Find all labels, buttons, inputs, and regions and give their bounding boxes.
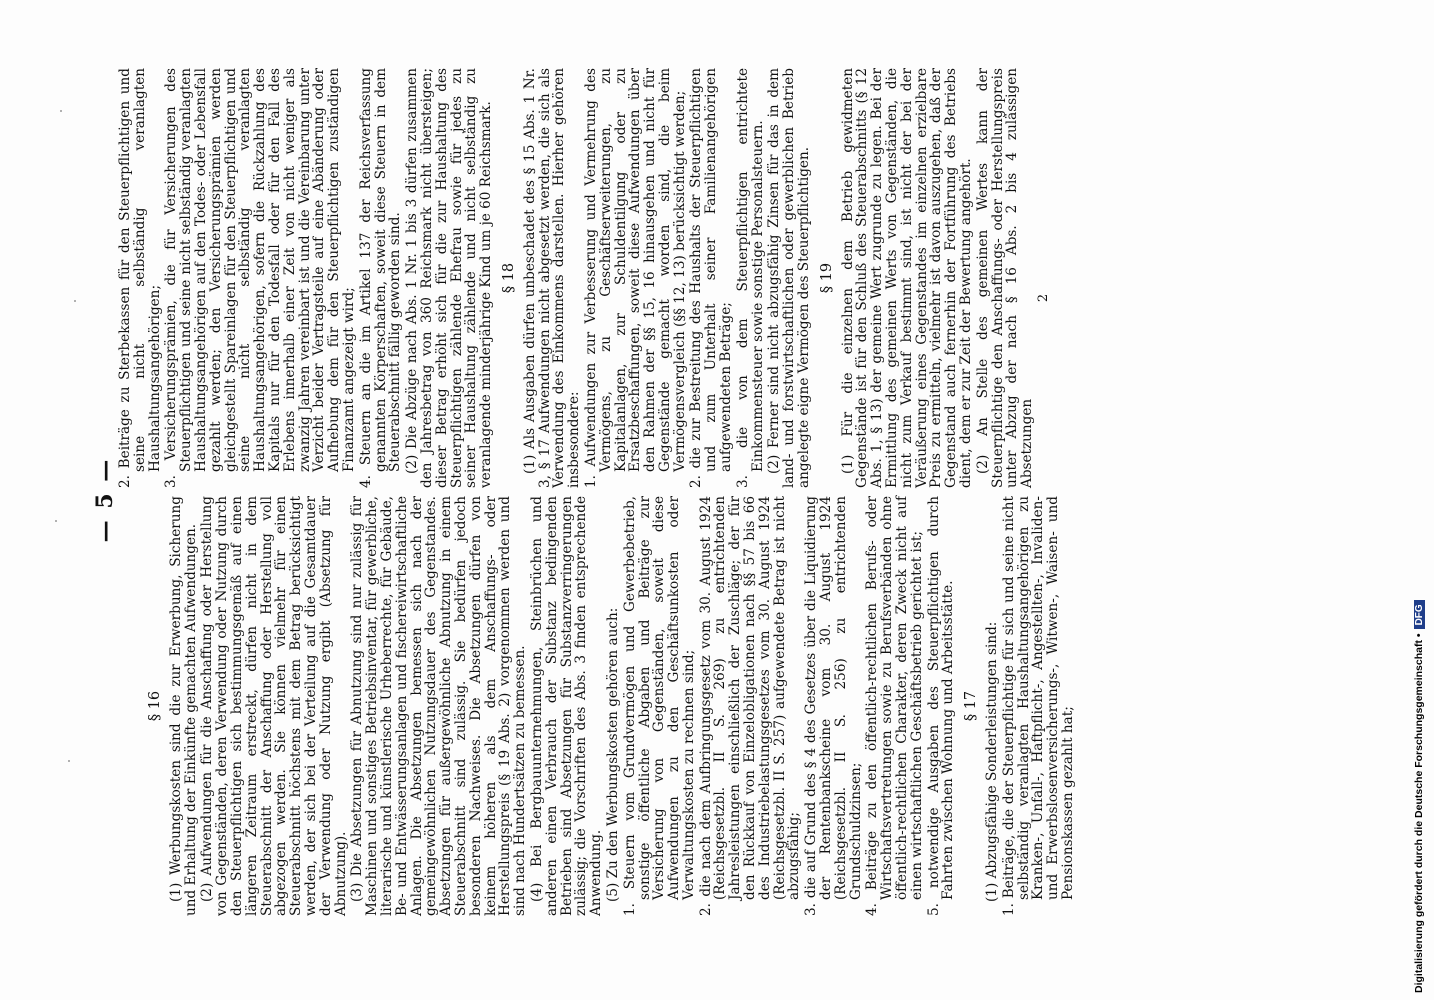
list-item: 2. Beiträge zu Sterbekassen für den Steuerpflichtigen und seine nicht selbständig veranlagten Haushaltungsangehörigen; <box>117 68 163 488</box>
paragraph: (1) Abzugsfähige Sonderleistungen sind: <box>984 621 1001 902</box>
list-item: 3. Versicherungsprämien, die für Versicherungen des Steuerpflichtigen und seine nicht selbständig veranlagten Haushaltungsangehörigen auf den Todes- oder Lebensfall gezahlt werden; den Versicherungsprämien werden gleichgestellt Spareinlagen für den Steuerpflichtigen und seine nicht selbständig veranlagten Haushaltungsangehörigen, sofern die Rückzahlung des Kapitals nur für den Todesfall oder für den Fall des Erlebens innerhalb einer Zeit von nicht weniger als zwanzig Jahren vereinbart ist und die Vereinbarung unter Verzicht beider Vertragsteile auf eine Abänderung oder Aufhebung dem für den Steuerpflichtigen zuständigen Finanzamt angezeigt wird; <box>163 68 357 488</box>
list-item: 1. Steuern vom Grundvermögen und Gewerbebetrieb, sonstige öffentliche Abgaben und Beiträge zur Versicherung von Gegenständen, soweit diese Aufwendungen zu den Geschäftsunkosten oder Verwaltungskosten zu rechnen sind; <box>621 496 697 916</box>
paragraph: (5) Zu den Werbungskosten gehören auch: <box>604 607 621 902</box>
section-heading: § 18 <box>500 262 517 294</box>
scan-speck <box>74 300 76 302</box>
paragraph: (2) An Stelle des gemeinen Wertes kann der Steuerpflichtige den Anschaffungs- oder Herstellungspreis unter Abzug der nach § 16 Abs. 2 bis 4 zulässigen Absetzungen <box>974 68 1036 488</box>
paragraph: (4) Bei Bergbauunternehmungen, Steinbrüchen und anderen einen Verbrauch der Substanz bedingenden Betrieben sind Absetzungen für Substanzverringerungen zulässig; die Vorschriften des Abs. 3 finden entsprechende Anwendung. <box>528 496 605 916</box>
dfg-logo: DFG <box>1414 600 1425 629</box>
list-item: 2. die nach dem Aufbringungsgesetz vom 30. August 1924 (Reichsgesetzbl. II S. 269) zu entrichtenden Jahresleistungen einschließlich der Zuschläge; der für den Rückkauf von Einzelobligationen nach §§ 57 bis 66 des Industriebelastungsgesetzes vom 30. August 1924 (Reichsgesetzbl. II S. 257) aufgewendete Betrag ist nicht abzugsfähig; <box>697 496 803 916</box>
section-heading: § 16 <box>147 690 163 722</box>
paragraph: (1) Werbungskosten sind die zur Erwerbung, Sicherung und Erhaltung der Einkünfte gemachten Aufwendungen. <box>167 496 199 916</box>
scan-speck <box>55 520 57 522</box>
list-item: 1. Beiträge, die der Steuerpflichtige für sich und seine nicht selbständig veranlagten Haushaltungsangehörigen zu Kranken-, Unfall-, Haftpflicht-, Angestellten-, Invaliden- und Erwerbslosenversicherungs-, Witwen-, Waisen- und Pensionskassen gezahlt hat; <box>1000 496 1077 916</box>
paragraph: (2) Ferner sind nicht abzugsfähig Zinsen für das in dem land- und forstwirtschaftlichen oder gewerblichen Betrieb angelegte eigne Vermögen des Steuerpflichtigen. <box>766 68 813 488</box>
page-signature: 2 <box>1036 293 1052 303</box>
right-column <box>118 68 1052 488</box>
list-item: 2. die zur Bestreitung des Haushalts der Steuerpflichtigen und zum Unterhalt seiner Familienangehörigen aufgewendeten Beträge; <box>688 68 735 488</box>
paragraph: (1) Als Ausgaben dürfen unbeschadet des § 15 Abs. 1 Nr. 3, § 17 Aufwendungen nicht abgesetzt werden, die sich als Verwendung des Einkommens darstellen. Hierher gehören insbesondere: <box>521 68 583 488</box>
page-header: — 5 — <box>92 457 118 543</box>
scan-speck <box>68 760 70 762</box>
paragraph: (2) Aufwendungen für die Anschaffung oder Herstellung von Gegenständen, deren Verwendung oder Nutzung durch den Steuerpflichtigen sich bestimmungsgemäß auf einen längeren Zeitraum erstreckt, dürfen nicht in dem Steuerabschnitt der Anschaffung oder Herstellung voll abgezogen werden. Sie können vielmehr für einen Steuerabschnitt höchstens mit dem Betrag berücksichtigt werden, der sich bei der Verteilung auf die Gesamtdauer der Verwendung oder Nutzung ergibt (Absetzung für Abnutzung). <box>199 496 349 916</box>
side-credit <box>1408 8 1430 993</box>
list-item: 4. Steuern an die im Artikel 137 der Reichsverfassung genannten Körperschaften, soweit diese Steuern in dem Steuerabschnitt fällig geworden sind. <box>357 68 404 488</box>
scan-speck <box>60 110 62 112</box>
list-item: 3. die auf Grund des § 4 des Gesetzes über die Liquidierung der Rentenbankscheine vom 30. August 1924 (Reichsgesetzbl. II S. 256) zu entrichtenden Grundschuldzinsen; <box>803 496 864 916</box>
list-item: 1. Aufwendungen zur Verbesserung und Vermehrung des Vermögens, zu Geschäftserweiterungen, zu Kapitalanlagen, zur Schuldentilgung oder zu Ersatzbeschaffungen, soweit diese Aufwendungen über den Rahmen der §§ 15, 16 hinausgehen und nicht für Gegenstände gemacht worden sind, die beim Vermögensvergleich (§§ 12, 13) berücksichtigt werden; <box>582 68 688 488</box>
left-column <box>140 496 1078 916</box>
list-item: 4. Beiträge zu den öffentlich-rechtlichen Berufs- oder Wirtschaftsvertretungen sowie zu Berufsverbänden ohne öffentlich-rechtlichen Charakter, deren Zweck nicht auf einen wirtschaftlichen Geschäftsbetrieb gerichtet ist; <box>864 496 925 916</box>
list-item: 3. die von dem Steuerpflichtigen entrichtete Einkommensteuer sowie sonstige Personalsteuern. <box>734 68 766 488</box>
section-heading: § 19 <box>818 262 835 294</box>
paragraph: (3) Die Absetzungen für Abnutzung sind nur zulässig für Maschinen und sonstiges Betriebsinventar, für gewerbliche, literarische und künstlerische Urheberrechte, für Gebäude, Be- und Entwässerungsanlagen und fischereiwirtschaftliche Anlagen. Die Absetzungen bemessen sich nach der gemeingewöhnlichen Nutzungsdauer des Gegenstandes. Absetzungen für außergewöhnliche Abnutzung in einem Steuerabschnitt sind zulässig. Sie bedürfen jedoch besonderen Nachweises. Die Absetzungen dürfen von keinem höheren als dem Anschaffungs- oder Herstellungspreis (§ 19 Abs. 2) vorgenommen werden und sind nach Hundertsätzen zu bemessen. <box>349 496 529 916</box>
list-item: 5. notwendige Ausgaben des Steuerpflichtigen durch Fahrten zwischen Wohnung und Arbeitsstätte. <box>925 496 957 916</box>
paragraph: (1) Für die einzelnen dem Betrieb gewidmeten Gegenstände ist für den Schluß des Steuerabschnitts (§ 12 Abs. 1, § 13) der gemeine Wert zugrunde zu legen. Bei der Ermittlung des gemeinen Werts von Gegenständen, die nicht zum Verkauf bestimmt sind, ist nicht der bei der Veräußerung eines Gegenstandes im einzelnen erzielbare Preis zu ermitteln, vielmehr ist davon auszugehen, daß der Gegenstand auch fernerhin der Fortführung des Betriebs dient, dem er zur Zeit der Bewertung angehört. <box>839 68 975 488</box>
section-heading: § 17 <box>963 690 980 722</box>
paragraph: (2) Die Abzüge nach Abs. 1 Nr. 1 bis 3 dürfen zusammen den Jahresbetrag von 360 Reichsmark nicht übersteigen; dieser Betrag erhöht sich für die zur Haushaltung des Steuerpflichtigen zählende Ehefrau sowie für jedes zu seiner Haushaltung zählende und nicht selbständig zu veranlagende minderjährige Kind um je 60 Reichsmark. <box>404 68 495 488</box>
credit-text: Digitalisierung gefördert durch die Deutsche Forschungsgemeinschaft • <box>1413 633 1425 993</box>
